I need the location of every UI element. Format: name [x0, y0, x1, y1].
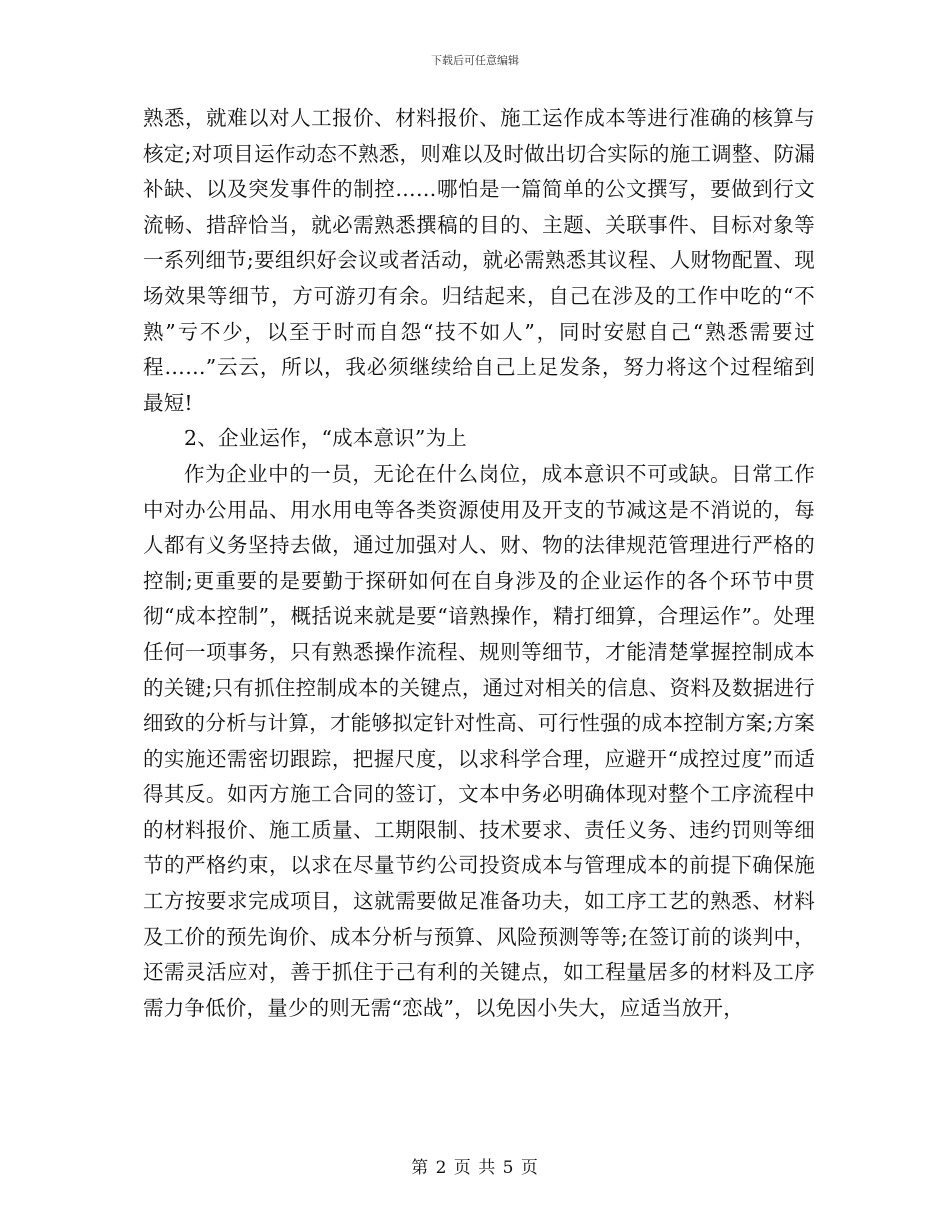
page-header: 下载后可任意编辑 [431, 54, 519, 67]
section-heading: 2、企业运作，“成本意识”为上 [184, 426, 468, 451]
page-number: 第 2 页 共 5 页 [411, 1158, 539, 1178]
paragraph-2: 作为企业中的一员，无论在什么岗位，成本意识不可或缺。日常工作中对办公用品、用水用电等各类资源使用及开支的节减这是不消说的，每人都有义务坚持去做，通过加强对人、财、物的法律规范管理进行严格的控制;更重要的是要勤于探研如何在自身涉及的企业运作的各个环节中贯彻“成本控制”，概括说来就是要“谙熟操作，精打细算，合理运作”。处理任何一项事务，只有熟悉操作流程、规则等细节，才能清楚掌握控制成本的关键;只有抓住控制成本的关键点，通过对相关的信息、资料及数据进行细致的分析与计算，才能够拟定针对性高、可行性强的成本控制方案;方案的实施还需密切跟踪，把握尺度，以求科学合理，应避开“成控过度”而适得其反。如丙方施工合同的签订，文本中务必明确体现对整个工序流程中的材料报价、施工质量、工期限制、技术要求、责任义务、违约罚则等细节的严格约束，以求在尽量节约公司投资成本与管理成本的前提下确保施工方按要求完成项目，这就需要做足准备功夫，如工序工艺的熟悉、材料及工价的预先询价、成本分析与预算、风险预测等等;在签订前的谈判中，还需灵活应对，善于抓住于己有利的关键点，如工程量居多的材料及工序需力争低价，量少的则无需“恋战”，以免因小失大，应适当放开， [143, 461, 815, 1020]
paragraph-1: 熟悉，就难以对人工报价、材料报价、施工运作成本等进行准确的核算与核定;对项目运作动态不熟悉，则难以及时做出切合实际的施工调整、防漏补缺、以及突发事件的制控……哪怕是一篇简单的公文撰写，要做到行文流畅、措辞恰当，就必需熟悉撰稿的目的、主题、关联事件、目标对象等一系列细节;要组织好会议或者活动，就必需熟悉其议程、人财物配置、现场效果等细节，方可游刃有余。归结起来，自己在涉及的工作中吃的“不熟”亏不少，以至于时而自怨“技不如人”，同时安慰自己“熟悉需要过程……”云云，所以，我必须继续给自己上足发条，努力将这个过程缩到最短! [143, 106, 815, 415]
document-body [143, 101, 815, 1026]
